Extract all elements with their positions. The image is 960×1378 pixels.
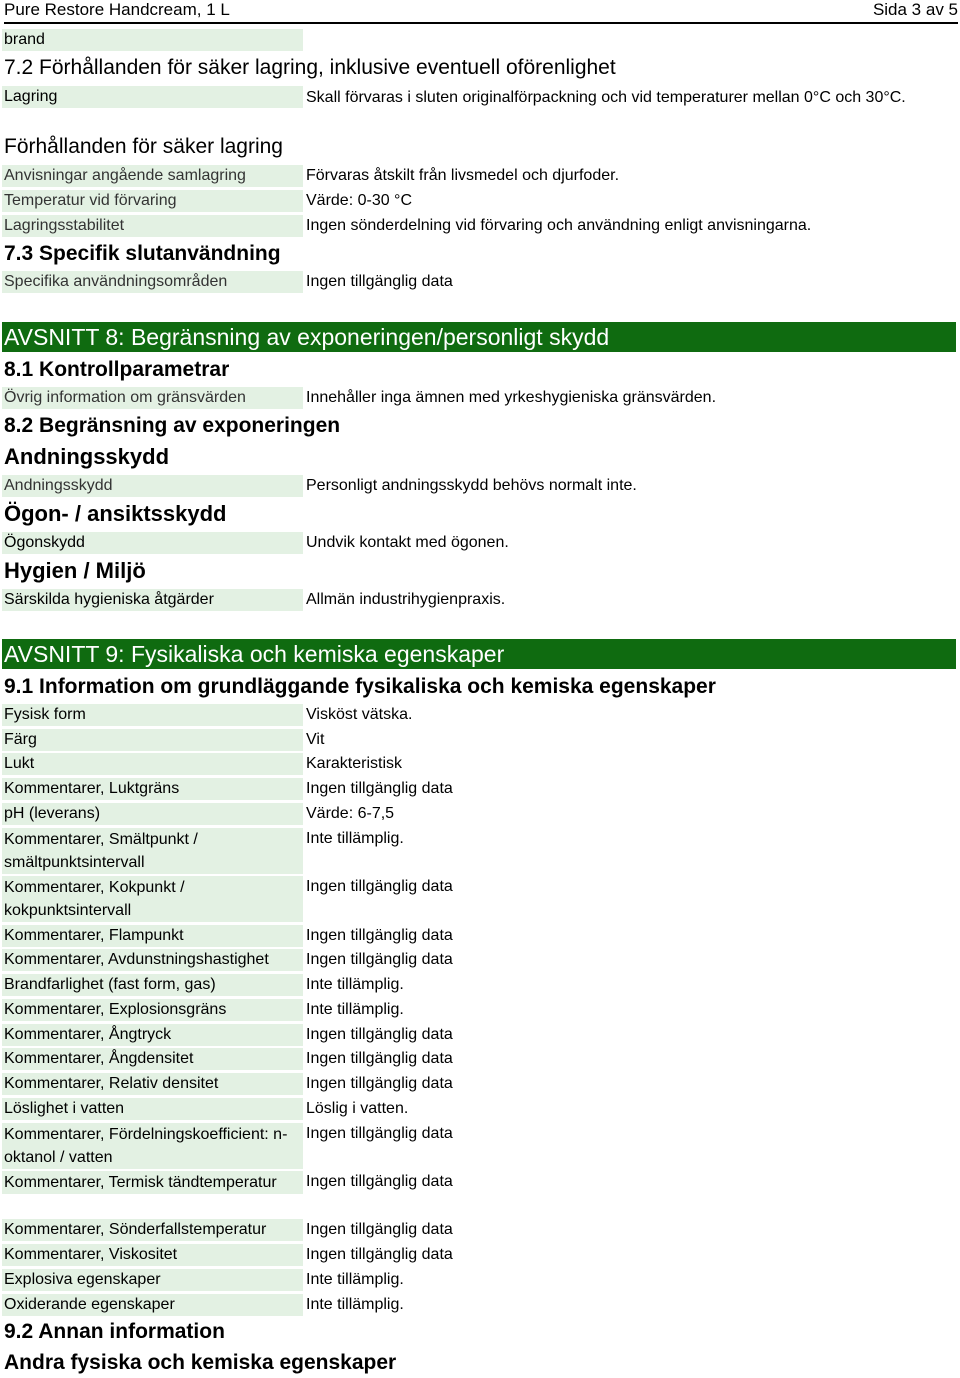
- heading-other-properties: Andra fysiska och kemiska egenskaper: [4, 1351, 397, 1374]
- property-value: Inte tillämplig.: [306, 830, 404, 847]
- storage-temp-value: Värde: 0-30 °C: [306, 192, 413, 209]
- property-label: Oxiderande egenskaper: [2, 1294, 303, 1316]
- heading-9-2: 9.2 Annan information: [4, 1320, 225, 1343]
- property-value: Inte tillämplig.: [306, 1296, 404, 1313]
- property-label: Kommentarer, Relativ densitet: [2, 1073, 303, 1095]
- limit-info-value: Innehåller inga ämnen med yrkeshygieniska gränsvärden.: [306, 389, 717, 406]
- hygiene-label: Särskilda hygieniska åtgärder: [2, 589, 303, 611]
- property-label: Kommentarer, Ångtryck: [2, 1024, 303, 1046]
- property-label: Färg: [2, 729, 303, 751]
- property-label: Löslighet i vatten: [2, 1098, 303, 1120]
- lagring-label: Lagring: [2, 86, 303, 108]
- property-value: Vit: [306, 731, 325, 748]
- samlagring-value: Förvaras åtskilt från livsmedel och djurfoder.: [306, 167, 620, 184]
- property-value: Ingen tillgänglig data: [306, 1050, 453, 1067]
- property-value: Inte tillämplig.: [306, 1001, 404, 1018]
- property-value: Ingen tillgänglig data: [306, 1075, 453, 1092]
- property-label: Explosiva egenskaper: [2, 1269, 303, 1291]
- property-label: Kommentarer, Explosionsgräns: [2, 999, 303, 1021]
- property-value: Värde: 6-7,5: [306, 805, 395, 822]
- specific-use-value: Ingen tillgänglig data: [306, 273, 453, 290]
- property-value: Ingen tillgänglig data: [306, 1125, 453, 1142]
- storage-temp-label: Temperatur vid förvaring: [2, 190, 303, 212]
- eye-protection-label: Ögonskydd: [2, 532, 303, 554]
- property-value: Ingen tillgänglig data: [306, 1173, 453, 1190]
- specific-use-label: Specifika användningsområden: [2, 271, 303, 293]
- property-value: Ingen tillgänglig data: [306, 1026, 453, 1043]
- heading-eye-face: Ögon- / ansiktsskydd: [4, 501, 227, 526]
- respiratory-label: Andningsskydd: [2, 475, 303, 497]
- document-title: Pure Restore Handcream, 1 L: [4, 0, 230, 19]
- heading-8-2: 8.2 Begränsning av exponeringen: [4, 414, 341, 437]
- heading-safe-storage: Förhållanden för säker lagring: [4, 135, 283, 158]
- property-label: Lukt: [2, 753, 303, 775]
- section-9-band: AVSNITT 9: Fysikaliska och kemiska egenskaper: [2, 639, 956, 669]
- heading-9-1: 9.1 Information om grundläggande fysikaliska och kemiska egenskaper: [4, 675, 716, 698]
- property-label: Kommentarer, Sönderfallstemperatur: [2, 1219, 303, 1241]
- property-value: Ingen tillgänglig data: [306, 878, 453, 895]
- property-label: Kommentarer, Viskositet: [2, 1244, 303, 1266]
- property-label: Kommentarer, Flampunkt: [2, 925, 303, 947]
- property-value: Löslig i vatten.: [306, 1100, 409, 1117]
- property-value: Ingen tillgänglig data: [306, 951, 453, 968]
- page-header: [4, 0, 958, 24]
- property-label: Brandfarlighet (fast form, gas): [2, 974, 303, 996]
- property-label: Kommentarer, Kokpunkt / kokpunktsintervall: [2, 876, 303, 922]
- storage-stability-label: Lagringsstabilitet: [2, 215, 303, 237]
- heading-respiratory: Andningsskydd: [4, 444, 170, 469]
- property-value: Ingen tillgänglig data: [306, 927, 453, 944]
- heading-hygiene: Hygien / Miljö: [4, 558, 146, 583]
- property-value: Karakteristisk: [306, 755, 403, 772]
- property-label: Kommentarer, Avdunstningshastighet: [2, 949, 303, 971]
- property-label: Kommentarer, Termisk tändtemperatur: [2, 1171, 303, 1194]
- heading-8-1: 8.1 Kontrollparametrar: [4, 358, 230, 381]
- samlagring-label: Anvisningar angående samlagring: [2, 165, 303, 187]
- property-value: Visköst vätska.: [306, 706, 413, 723]
- hygiene-value: Allmän industrihygienpraxis.: [306, 591, 506, 608]
- heading-7-3: 7.3 Specifik slutanvändning: [4, 242, 281, 265]
- eye-protection-value: Undvik kontakt med ögonen.: [306, 534, 509, 551]
- property-label: Kommentarer, Luktgräns: [2, 778, 303, 800]
- property-value: Inte tillämplig.: [306, 976, 404, 993]
- property-label: Fysisk form: [2, 704, 303, 726]
- limit-info-label: Övrig information om gränsvärden: [2, 387, 303, 409]
- property-label: Kommentarer, Fördelningskoefficient: n-oktanol / vatten: [2, 1123, 303, 1169]
- page-number: Sida 3 av 5: [872, 0, 958, 19]
- property-label: Kommentarer, Ångdensitet: [2, 1048, 303, 1070]
- property-value: Ingen tillgänglig data: [306, 1246, 453, 1263]
- brand-label: brand: [2, 29, 303, 51]
- storage-stability-value: Ingen sönderdelning vid förvaring och användning enligt anvisningarna.: [306, 217, 812, 234]
- property-value: Inte tillämplig.: [306, 1271, 404, 1288]
- heading-7-2: 7.2 Förhållanden för säker lagring, inklusive eventuell oförenlighet: [4, 56, 616, 79]
- section-8-band: AVSNITT 8: Begränsning av exponeringen/personligt skydd: [2, 322, 956, 352]
- property-label: pH (leverans): [2, 803, 303, 825]
- respiratory-value: Personligt andningsskydd behövs normalt inte.: [306, 477, 637, 494]
- property-label: Kommentarer, Smältpunkt / smältpunktsintervall: [2, 828, 303, 874]
- property-value: Ingen tillgänglig data: [306, 1221, 453, 1238]
- lagring-value: Skall förvaras i sluten originalförpackning och vid temperaturer mellan 0°C och 30°C.: [306, 89, 906, 106]
- property-value: Ingen tillgänglig data: [306, 780, 453, 797]
